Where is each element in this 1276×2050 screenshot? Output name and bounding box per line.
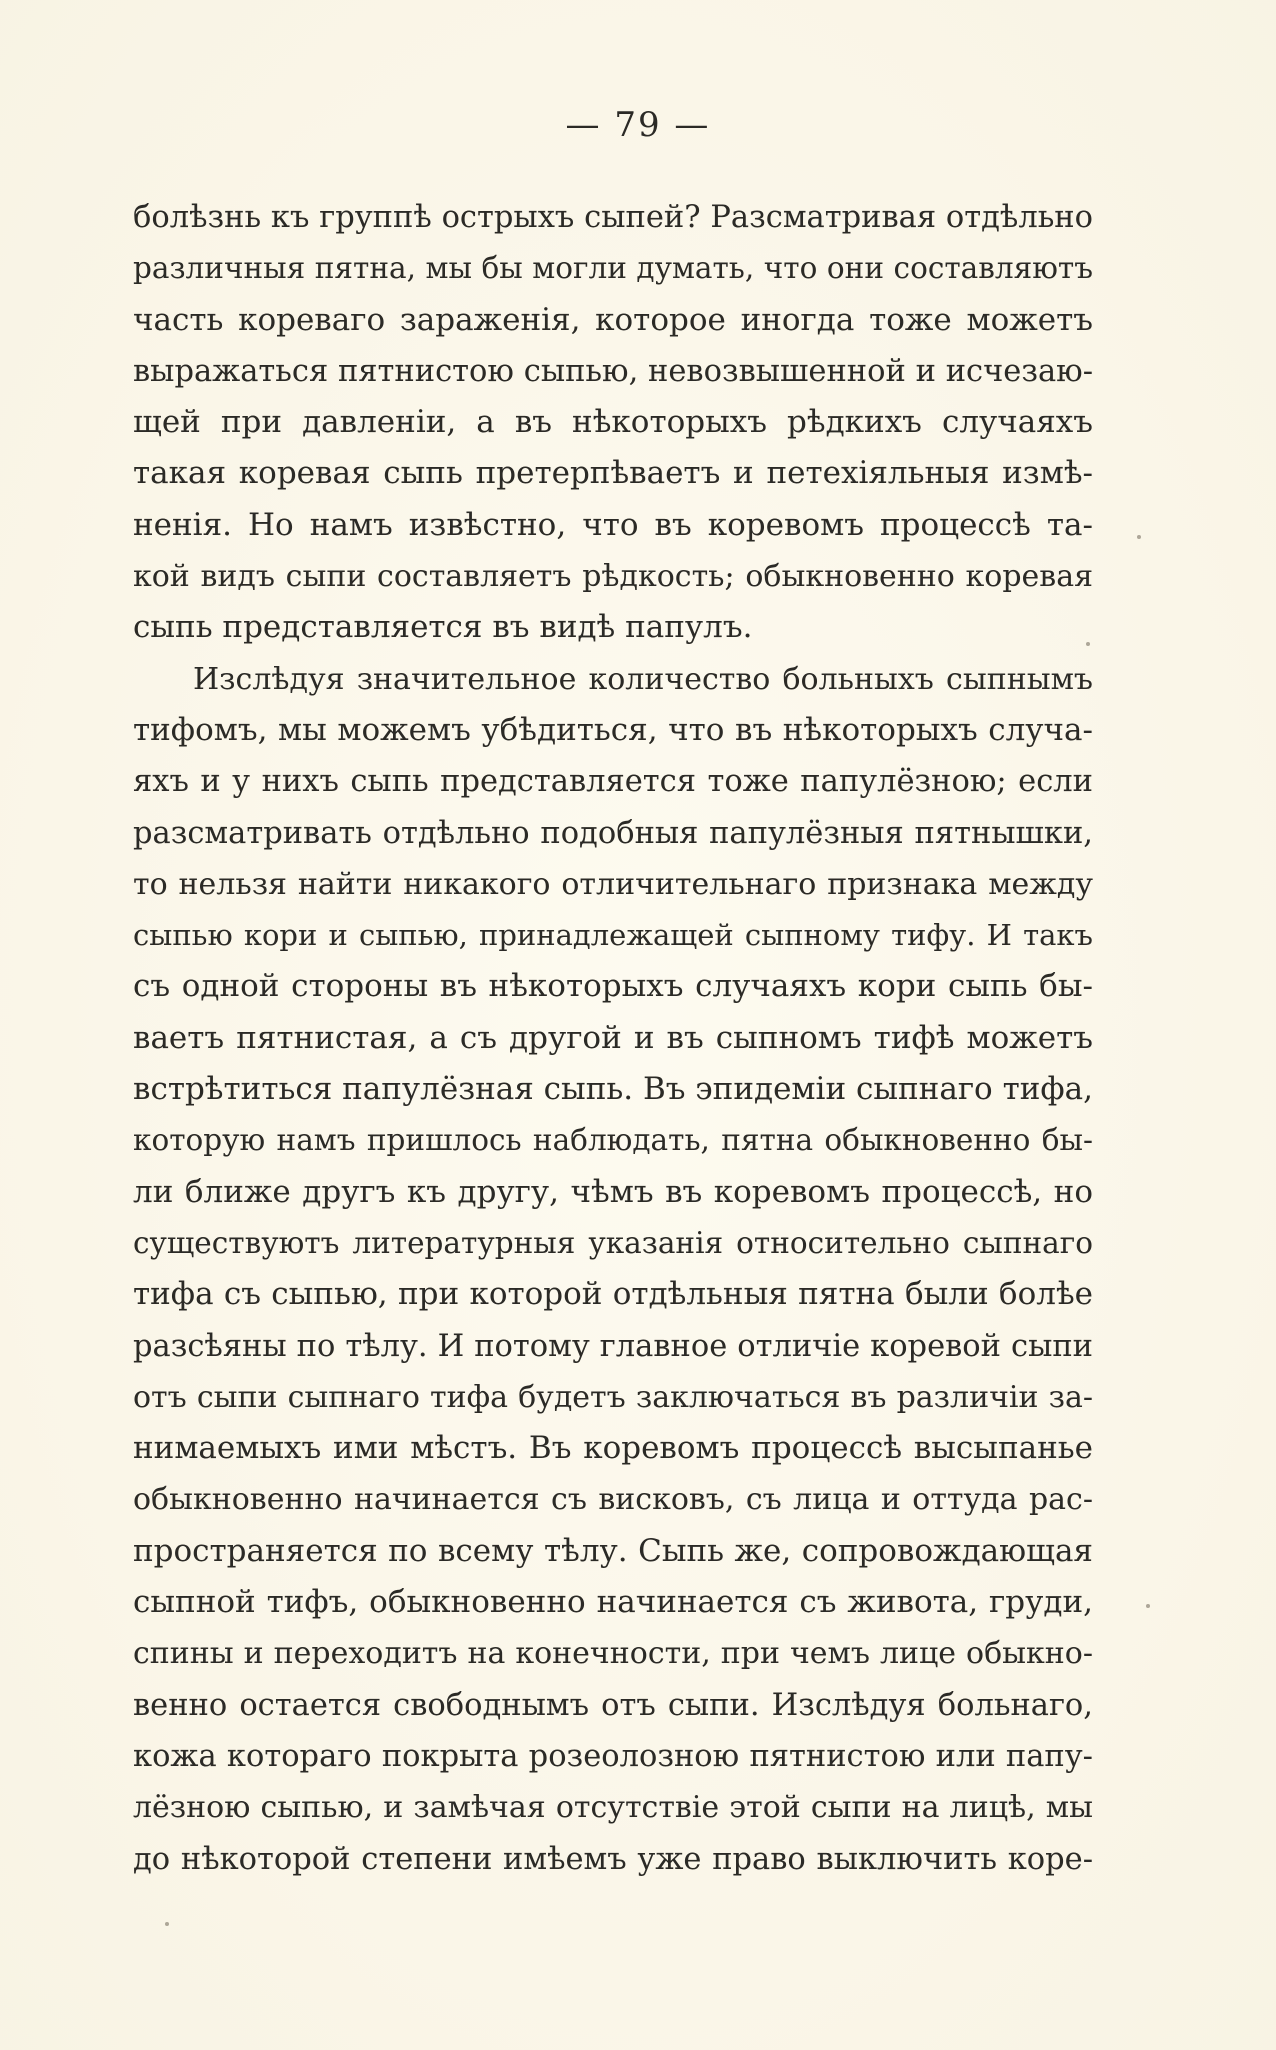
paragraph-first-line: Изслѣдуя значительное количество больныхъ сыпнымъ [193,661,1093,697]
text-line: яхъ и у нихъ сыпь представляется тоже папулёзною; если [133,764,1093,800]
text-line: съ одной стороны въ нѣкоторыхъ случаяхъ кори сыпь бы- [133,968,1093,1005]
text-line: выражаться пятнистою сыпью, невозвышенной и исчезаю- [133,353,1093,389]
scan-speck [1137,535,1141,539]
text-line: разсматривать отдѣльно подобныя папулёзныя пятнышки, [133,815,1093,851]
text-line: ли ближе другъ къ другу, чѣмъ въ коревомъ процессѣ, но [133,1173,1093,1210]
text-line: тифомъ, мы можемъ убѣдиться, что въ нѣкоторыхъ случа- [133,711,1093,748]
text-line: пространяется по всему тѣлу. Сыпь же, сопровождающая [133,1532,1093,1569]
text-line: тифа съ сыпью, при которой отдѣльныя пятна были болѣе [133,1276,1093,1313]
scan-speck [1146,1604,1150,1608]
text-line: часть кореваго зараженія, которое иногда тоже можетъ [133,301,1093,338]
text-line: ваетъ пятнистая, а съ другой и въ сыпномъ тифѣ можетъ [133,1019,1093,1056]
text-line: отъ сыпи сыпнаго тифа будетъ заключаться въ различіи за- [133,1379,1093,1415]
scan-speck [165,1922,169,1926]
text-line: лёзною сыпью, и замѣчая отсутствіе этой сыпи на лицѣ, мы [133,1790,1093,1826]
text-line: спины и переходитъ на конечности, при чемъ лице обыкно- [133,1636,1093,1672]
text-line: венно остается свободнымъ отъ сыпи. Изслѣдуя больнаго, [133,1687,1093,1723]
text-line: обыкновенно начинается съ висковъ, съ лица и оттуда рас- [133,1482,1093,1518]
text-line: кожа котораго покрыта розеолозною пятнистою или папу- [133,1738,1093,1774]
text-line: существуютъ литературныя указанія относительно сыпнаго [133,1225,1093,1260]
text-line: щей при давленіи, а въ нѣкоторыхъ рѣдкихъ случаяхъ [133,404,1093,441]
text-line: кой видъ сыпи составляетъ рѣдкость; обыкновенно коревая [133,559,1093,595]
text-line: разсѣяны по тѣлу. И потому главное отличіе коревой сыпи [133,1328,1093,1364]
body-text [133,192,1093,1885]
text-line: различныя пятна, мы бы могли думать, что они составляютъ [133,251,1093,286]
text-line: сыпь представляется въ видѣ папулъ. [133,609,753,646]
text-line: ненія. Но намъ извѣстно, что въ коревомъ процессѣ та- [133,506,1093,543]
scan-speck [1086,642,1090,646]
page-number: — 79 — [565,105,711,145]
text-line: нимаемыхъ ими мѣстъ. Въ коревомъ процессѣ высыпанье [133,1430,1093,1467]
text-line: сыпной тифъ, обыкновенно начинается съ живота, груди, [133,1584,1093,1621]
text-line: такая коревая сыпь претерпѣваетъ и петехіяльныя измѣ- [133,455,1093,492]
text-line: сыпью кори и сыпью, принадлежащей сыпному тифу. И такъ [133,918,1093,953]
text-line: до нѣкоторой степени имѣемъ уже право выключить коре- [133,1841,1093,1877]
text-line: то нельзя найти никакого отличительнаго признака между [133,866,1093,902]
text-line: которую намъ пришлось наблюдать, пятна обыкновенно бы- [133,1123,1093,1158]
text-line: болѣзнь къ группѣ острыхъ сыпей? Разсматривая отдѣльно [133,200,1093,235]
text-line: встрѣтиться папулёзная сыпь. Въ эпидеміи сыпнаго тифа, [133,1071,1093,1108]
